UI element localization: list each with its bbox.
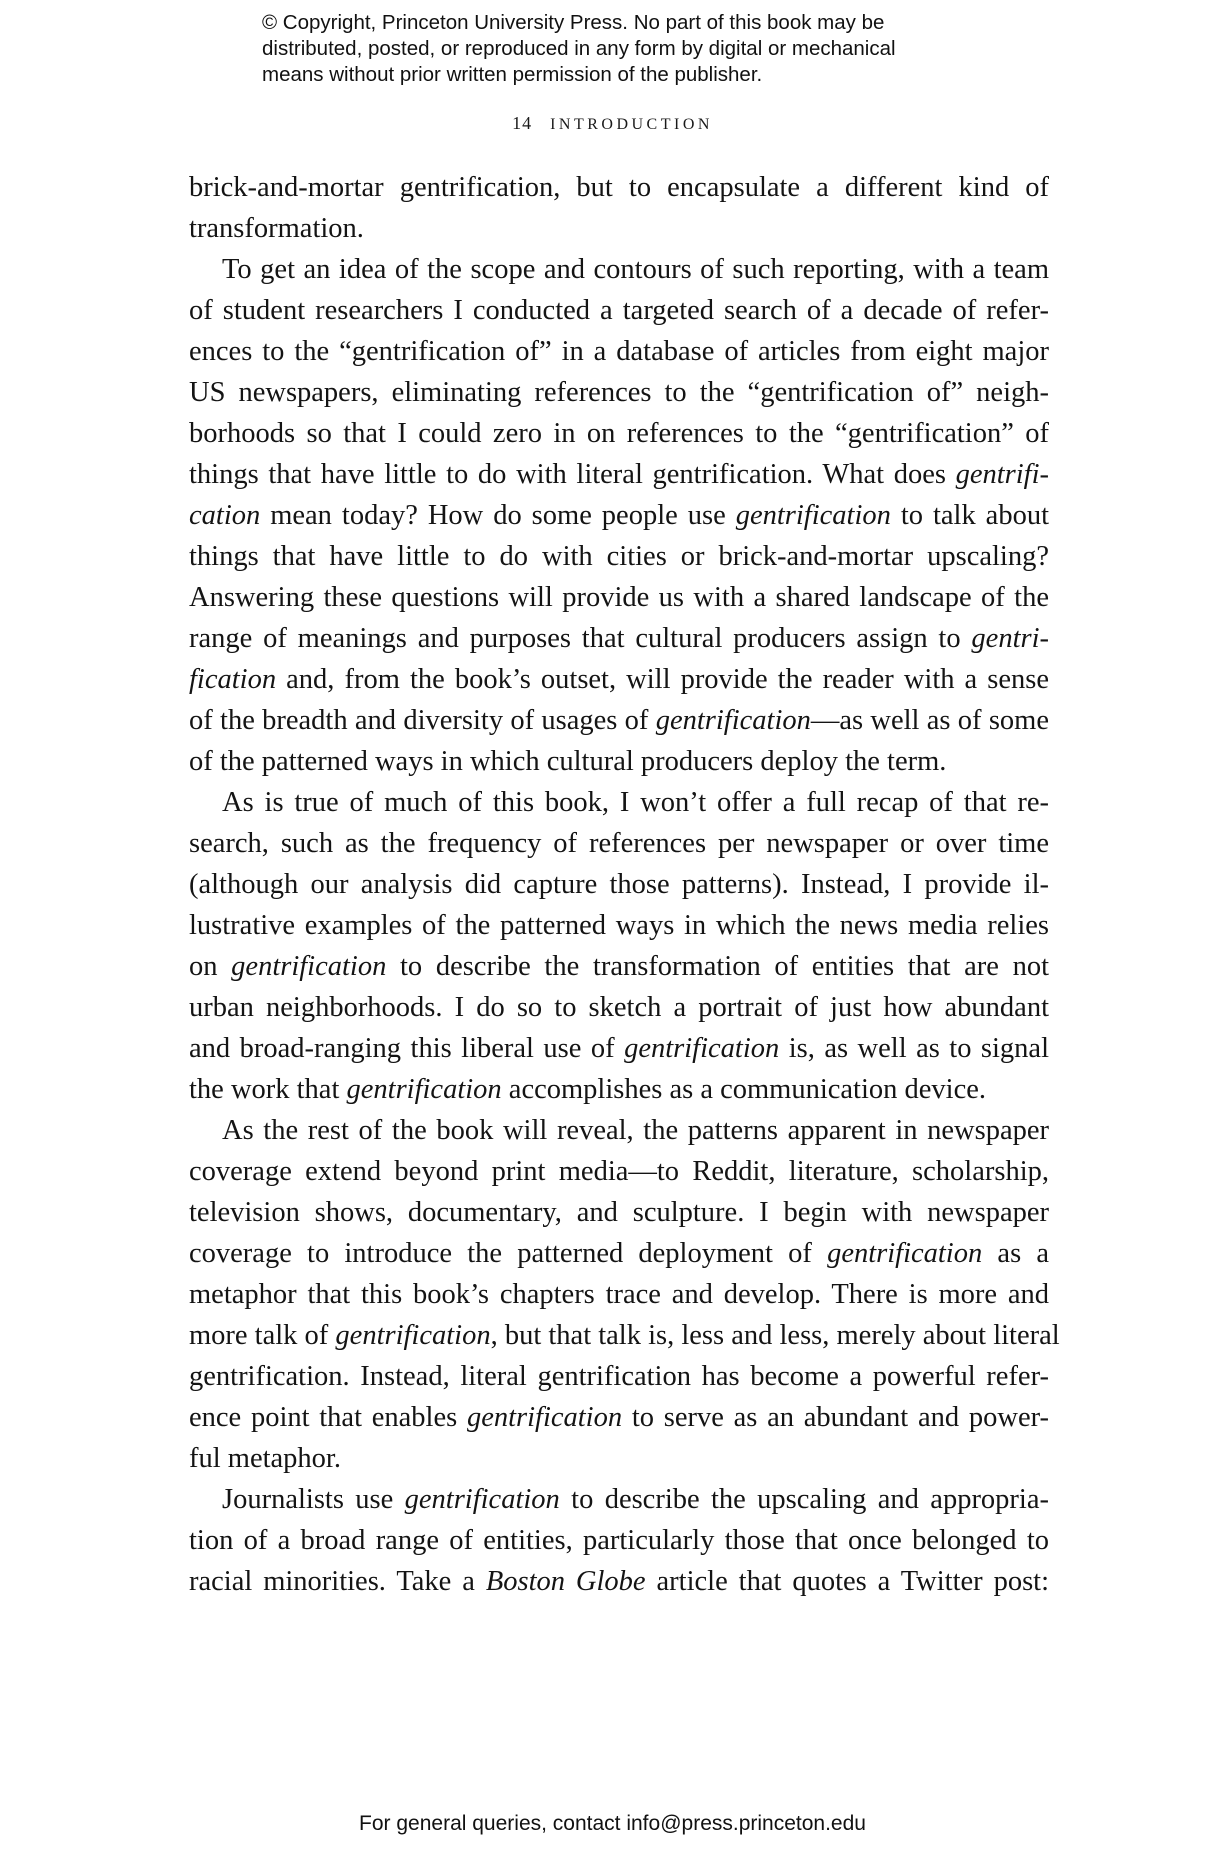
italic-term: gentrification: [624, 1033, 780, 1064]
copyright-line: distributed, posted, or reproduced in any form by digital or mechanical: [262, 37, 896, 60]
italic-term: gentrification: [655, 705, 811, 736]
copyright-line: means without prior written permission of the publisher.: [262, 63, 763, 86]
text-line: To get an idea of the scope and contours of such reporting, with a team: [222, 254, 1049, 285]
italic-term: gentri-: [971, 623, 1049, 654]
text-line: Answering these questions will provide us with a shared landscape of the: [189, 582, 1049, 613]
text-line: racial minorities. Take a Boston Globe article that quotes a Twitter post:: [189, 1566, 1049, 1597]
text-line: coverage extend beyond print media—to Reddit, literature, scholarship,: [189, 1156, 1049, 1187]
italic-term: gentrification: [827, 1238, 983, 1269]
text-line: of student researchers I conducted a targeted search of a decade of refer-: [189, 295, 1049, 326]
text-line: things that have little to do with cities or brick-and-mortar upscaling?: [189, 541, 1049, 572]
text-line: more talk of gentrification, but that talk is, less and less, merely about literal: [189, 1320, 1060, 1351]
text-line: lustrative examples of the patterned ways in which the news media relies: [189, 910, 1049, 941]
text-line: ful metaphor.: [189, 1443, 341, 1474]
text-line: transformation.: [189, 213, 364, 244]
copyright-notice: [262, 10, 1022, 88]
running-head: [0, 113, 1225, 134]
italic-term: Boston Globe: [485, 1566, 646, 1597]
text-line: search, such as the frequency of references per newspaper or over time: [189, 828, 1049, 859]
italic-term: fication: [189, 664, 277, 695]
text-line: on gentrification to describe the transformation of entities that are not: [189, 951, 1050, 982]
text-line: things that have little to do with literal gentrification. What does gentrifi-: [189, 459, 1049, 490]
text-line: borhoods so that I could zero in on references to the “gentrification” of: [189, 418, 1049, 449]
text-line: (although our analysis did capture those patterns). Instead, I provide il-: [189, 869, 1049, 900]
text-line: of the breadth and diversity of usages of gentrification—as well as of some: [189, 705, 1049, 736]
italic-term: gentrification: [335, 1320, 491, 1351]
text-line: gentrification. Instead, literal gentrification has become a powerful refer-: [189, 1361, 1049, 1392]
text-line: As the rest of the book will reveal, the patterns apparent in newspaper: [222, 1115, 1049, 1146]
text-line: As is true of much of this book, I won’t offer a full recap of that re-: [222, 787, 1049, 818]
italic-term: gentrification: [404, 1484, 560, 1515]
contact-footer: For general queries, contact info@press.princeton.edu: [359, 1812, 866, 1835]
italic-term: gentrification: [735, 500, 891, 531]
text-line: television shows, documentary, and sculpture. I begin with newspaper: [189, 1197, 1049, 1228]
text-line: range of meanings and purposes that cultural producers assign to gentri-: [189, 623, 1049, 654]
text-line: metaphor that this book’s chapters trace and develop. There is more and: [189, 1279, 1049, 1310]
text-line: ences to the “gentrification of” in a database of articles from eight major: [189, 336, 1049, 367]
italic-term: gentrification: [231, 951, 387, 982]
page-body: [189, 167, 1060, 1602]
text-line: urban neighborhoods. I do so to sketch a portrait of just how abundant: [189, 992, 1049, 1023]
text-line: Journalists use gentrification to describe the upscaling and appropria-: [222, 1484, 1049, 1515]
italic-term: gentrifi-: [955, 459, 1049, 490]
text-line: and broad-ranging this liberal use of gentrification is, as well as to signal: [189, 1033, 1049, 1064]
text-line: fication and, from the book’s outset, will provide the reader with a sense: [189, 664, 1049, 695]
copyright-line: © Copyright, Princeton University Press. No part of this book may be: [262, 11, 885, 34]
text-line: of the patterned ways in which cultural producers deploy the term.: [189, 746, 947, 777]
text-line: tion of a broad range of entities, particularly those that once belonged to: [189, 1525, 1049, 1556]
italic-term: gentrification: [346, 1074, 502, 1105]
italic-term: cation: [189, 500, 261, 531]
text-line: cation mean today? How do some people use gentrification to talk about: [189, 500, 1049, 531]
text-line: the work that gentrification accomplishes as a communication device.: [189, 1074, 987, 1105]
page-number: 14: [512, 113, 533, 133]
italic-term: gentrification: [466, 1402, 623, 1433]
text-line: brick-and-mortar gentrification, but to encapsulate a different kind of: [189, 172, 1049, 203]
text-line: US newspapers, eliminating references to the “gentrification of” neigh-: [189, 377, 1049, 408]
text-line: coverage to introduce the patterned deployment of gentrification as a: [189, 1238, 1049, 1269]
section-title: INTRODUCTION: [550, 116, 713, 133]
text-line: ence point that enables gentrification to serve as an abundant and power-: [189, 1402, 1049, 1433]
